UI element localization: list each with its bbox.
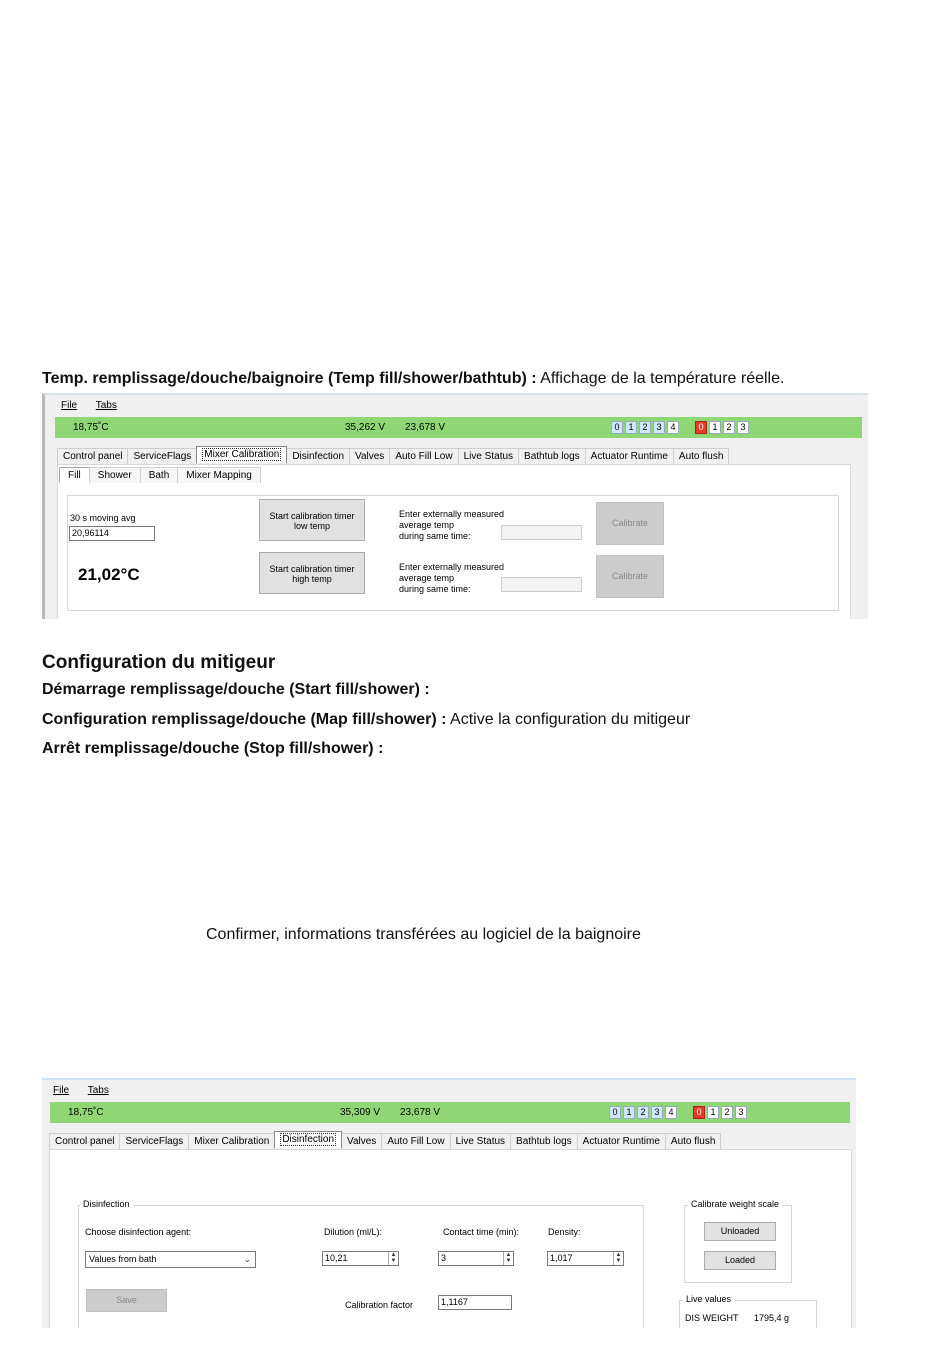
desc-temp-fill: Affichage de la température réelle. [536,370,785,387]
tab-live-status[interactable]: Live Status [458,448,519,465]
tab-actuator-runtime[interactable]: Actuator Runtime [585,448,674,465]
tab2-live-status[interactable]: Live Status [450,1133,511,1150]
weight-scale-group [684,1205,792,1283]
indicator-a-1: 1 [625,421,637,434]
enter-temp-high-line3: during same time: [399,584,471,594]
main-tabs [57,448,728,465]
indicator2-a-2: 2 [637,1106,649,1119]
dilution-label: Dilution (ml/L): [324,1227,383,1237]
indicator-b-2: 2 [723,421,735,434]
status-voltage-1-2: 35,309 V [340,1107,381,1118]
status-voltage-2: 23,678 V [405,422,446,433]
status-temperature: 18,75˚C [73,422,109,433]
save-button[interactable]: Save [86,1289,167,1312]
subtab-shower[interactable]: Shower [89,467,141,483]
indicator2-a-0: 0 [609,1106,621,1119]
moving-avg-field[interactable]: 20,96114 [69,526,155,541]
disinfection-group-title: Disinfection [80,1199,133,1209]
dis-weight-label: DIS WEIGHT [685,1313,739,1323]
indicator-b-1: 1 [709,421,721,434]
indicator2-b-0: 0 [693,1106,705,1119]
enter-temp-high-line1: Enter externally measured [399,562,505,572]
enter-temp-low-line1: Enter externally measured [399,509,505,519]
enter-temp-low-line2: average temp [399,520,455,530]
tab2-auto-flush[interactable]: Auto flush [665,1133,721,1150]
menu-tabs-2[interactable]: Tabs [87,1085,109,1096]
tab2-bathtub-logs[interactable]: Bathtub logs [510,1133,578,1150]
screenshot-mixer-calibration [42,393,868,619]
indicator2-a-1: 1 [623,1106,635,1119]
loaded-button[interactable]: Loaded [704,1251,776,1270]
label-start-fill: Démarrage remplissage/douche (Start fill/shower) : [42,681,430,698]
indicator-b-3: 3 [737,421,749,434]
label-stop-fill: Arrêt remplissage/douche (Stop fill/shower) : [42,740,384,757]
choose-agent-label: Choose disinfection agent: [85,1227,192,1237]
tab-valves[interactable]: Valves [349,448,390,465]
status-temperature-2: 18,75˚C [68,1107,104,1118]
tab-auto-fill-low[interactable]: Auto Fill Low [389,448,458,465]
label-temp-fill: Temp. remplissage/douche/baignoire (Temp fill/shower/bathtub) : [42,370,537,387]
enter-temp-high-label [399,562,504,595]
enter-temp-high-line2: average temp [399,573,455,583]
tab2-actuator-runtime[interactable]: Actuator Runtime [577,1133,666,1150]
tab-bathtub-logs[interactable]: Bathtub logs [518,448,586,465]
live-values-title: Live values [683,1294,734,1304]
status-bar-2 [50,1102,850,1123]
menu-file[interactable]: File [61,400,78,411]
status-voltage-1: 35,262 V [345,422,386,433]
paragraph-temp-fill [42,370,784,388]
indicator-b-0: 0 [695,421,707,434]
tab2-disinfection-label: Disinfection [282,1134,335,1145]
indicator2-a-4: 4 [665,1106,677,1119]
tab-control-panel[interactable]: Control panel [57,448,128,465]
dilution-value: 10,21 [325,1253,348,1263]
measured-temp-low-input[interactable] [501,525,582,540]
tab2-mixer-calibration[interactable]: Mixer Calibration [188,1133,275,1150]
status-bar [55,417,862,438]
density-input[interactable] [547,1251,624,1266]
indicator-group-b-2 [693,1106,747,1119]
weight-scale-title: Calibrate weight scale [688,1199,782,1209]
paragraph-stop-fill [42,740,383,758]
indicator-a-0: 0 [611,421,623,434]
paragraph-start-fill [42,681,430,699]
caption-confirm: Confirmer, informations transférées au logiciel de la baignoire [206,926,641,943]
indicator-group-b [695,421,749,434]
tab2-disinfection[interactable] [274,1131,342,1148]
screenshot-disinfection [42,1078,856,1328]
contact-time-input[interactable] [438,1251,514,1266]
status-voltage-2-2: 23,678 V [400,1107,441,1118]
density-spinner[interactable]: ▲ ▼ [613,1252,623,1265]
main-tabs-2 [49,1133,720,1150]
indicator-group-a-2 [609,1106,677,1119]
calibration-factor-input[interactable]: 1,1167 [438,1295,512,1310]
dilution-spinner[interactable]: ▲ ▼ [388,1252,398,1265]
dis-weight-value: 1795,4 g [754,1313,790,1323]
density-label: Density: [548,1227,581,1237]
menu-bar-2 [53,1085,125,1099]
subtab-mixer-mapping[interactable]: Mixer Mapping [177,467,261,483]
measured-temp-high-input[interactable] [501,577,582,592]
indicator2-a-3: 3 [651,1106,663,1119]
indicator-a-4: 4 [667,421,679,434]
moving-avg-label: 30 s moving avg [70,513,136,523]
contact-time-spinner[interactable]: ▲ ▼ [503,1252,513,1265]
tab-service-flags[interactable]: ServiceFlags [127,448,197,465]
indicator2-b-1: 1 [707,1106,719,1119]
indicator-group-a [611,421,679,434]
start-calibration-high-line2: high temp [292,574,332,584]
indicator-a-3: 3 [653,421,665,434]
enter-temp-low-line3: during same time: [399,531,471,541]
start-calibration-high-button[interactable] [259,552,365,594]
calibrate-high-button[interactable]: Calibrate [596,555,664,598]
contact-time-label: Contact time (min): [443,1227,520,1237]
dilution-input[interactable] [322,1251,399,1266]
subtab-fill[interactable]: Fill [59,467,90,483]
enter-temp-low-label [399,509,504,542]
desc-map-fill: Active la configuration du mitigeur [446,711,691,728]
tab-disinfection[interactable]: Disinfection [286,448,350,465]
contact-time-value: 3 [441,1253,447,1263]
density-value: 1,017 [550,1253,573,1263]
menu-bar [61,400,133,414]
start-calibration-low-button[interactable] [259,499,365,541]
menu-file-2[interactable]: File [53,1085,70,1096]
tab2-control-panel[interactable]: Control panel [49,1133,120,1150]
tab-auto-flush[interactable]: Auto flush [673,448,729,465]
chevron-down-icon: ⌄ [243,1254,251,1264]
calibrate-low-button[interactable]: Calibrate [596,502,664,545]
agent-select-value: Values from bath [89,1254,157,1264]
section-heading: Configuration du mitigeur [42,652,276,673]
tab-mixer-calibration-label: Mixer Calibration [204,449,280,460]
start-calibration-low-line2: low temp [293,521,330,531]
calibration-factor-label: Calibration factor [345,1300,414,1310]
start-calibration-high-line1: Start calibration timer [269,564,355,574]
tab2-auto-fill-low[interactable]: Auto Fill Low [381,1133,450,1150]
start-calibration-low-line1: Start calibration timer [269,511,355,521]
indicator2-b-3: 3 [735,1106,747,1119]
indicator-a-2: 2 [639,421,651,434]
tab2-valves[interactable]: Valves [341,1133,382,1150]
label-map-fill: Configuration remplissage/douche (Map fill/shower) : [42,711,447,728]
agent-select[interactable] [85,1251,256,1268]
menu-tabs[interactable]: Tabs [95,400,117,411]
indicator2-b-2: 2 [721,1106,733,1119]
tab2-service-flags[interactable]: ServiceFlags [119,1133,189,1150]
actual-temperature: 21,02°C [78,565,140,584]
paragraph-map-fill [42,711,690,729]
unloaded-button[interactable]: Unloaded [704,1222,776,1241]
sub-tabs [59,467,260,483]
tab-mixer-calibration[interactable] [196,446,287,463]
subtab-bath[interactable]: Bath [140,467,179,483]
